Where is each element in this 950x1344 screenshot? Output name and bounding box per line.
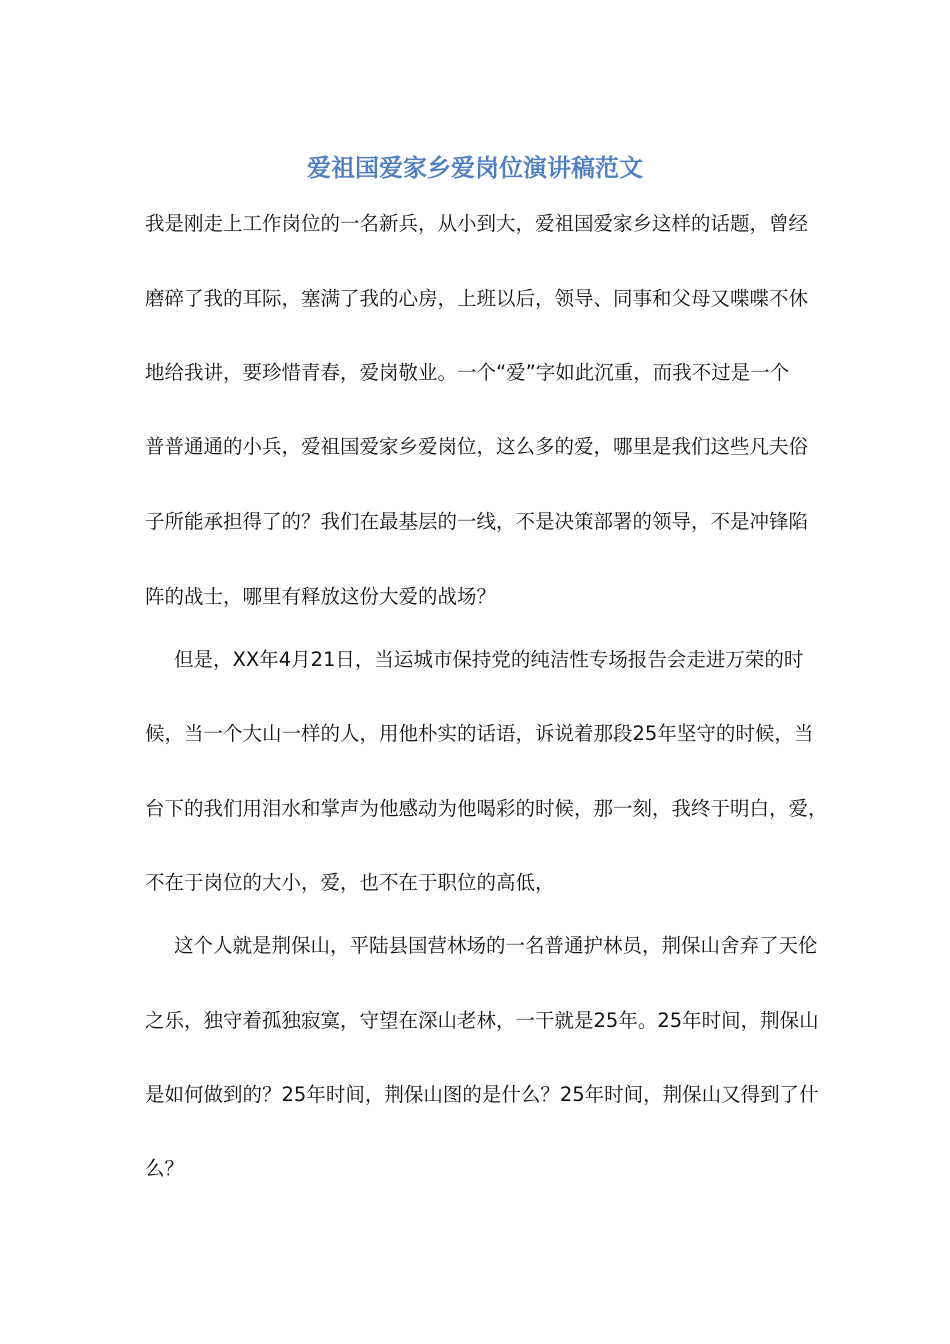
text-line: 候，当一个大山一样的人，用他朴实的话语，诉说着那段25年坚守的时候，当 bbox=[145, 722, 814, 745]
text-line: 子所能承担得了的？我们在最基层的一线，不是决策部署的领导，不是冲锋陷 bbox=[145, 510, 809, 533]
text-line: 么？ bbox=[145, 1157, 185, 1180]
text-line: 不在于岗位的大小，爱，也不在于职位的高低， bbox=[145, 871, 555, 894]
text-line: 是如何做到的？25年时间，荆保山图的是什么？25年时间，荆保山又得到了什 bbox=[145, 1083, 819, 1106]
text-line: 这个人就是荆保山，平陆县国营林场的一名普通护林员，荆保山舍弃了天伦 bbox=[174, 934, 818, 957]
document-title: 爱祖国爱家乡爱岗位演讲稿范文 bbox=[307, 153, 643, 182]
text-line: 我是刚走上工作岗位的一名新兵，从小到大，爱祖国爱家乡这样的话题，曾经 bbox=[145, 212, 809, 235]
text-line: 普普通通的小兵，爱祖国爱家乡爱岗位，这么多的爱，哪里是我们这些凡夫俗 bbox=[145, 435, 809, 458]
text-line: 磨碎了我的耳际，塞满了我的心房，上班以后，领导、同事和父母又喋喋不休 bbox=[145, 287, 809, 310]
text-line: 台下的我们用泪水和掌声为他感动为他喝彩的时候，那一刻，我终于明白，爱， bbox=[145, 797, 828, 820]
text-line: 之乐，独守着孤独寂寞，守望在深山老林，一干就是25年。25年时间，荆保山 bbox=[145, 1009, 819, 1032]
text-line: 阵的战士，哪里有释放这份大爱的战场？ bbox=[145, 585, 497, 608]
text-line: 但是，XX年4月21日，当运城市保持党的纯洁性专场报告会走进万荣的时 bbox=[174, 648, 804, 671]
text-line: 地给我讲，要珍惜青春，爱岗敬业。一个“爱”字如此沉重，而我不过是一个 bbox=[145, 361, 790, 384]
